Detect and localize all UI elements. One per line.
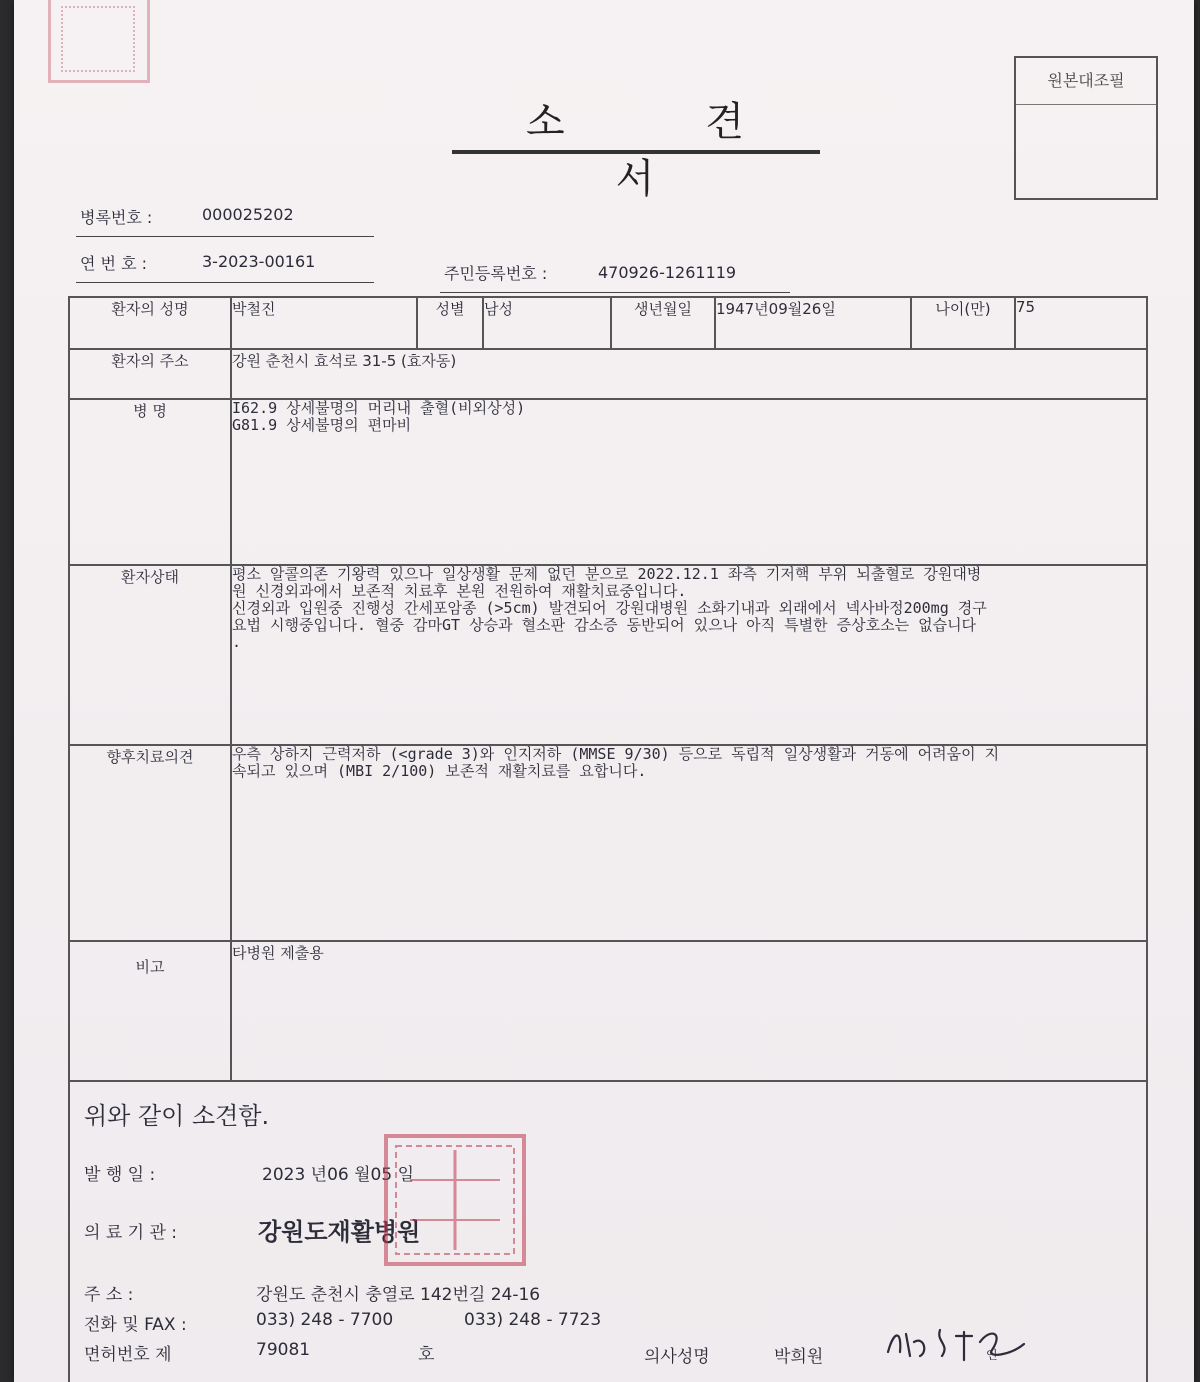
opinion-table [68,296,1148,1082]
license-no: 79081 [256,1340,311,1360]
plan-line-2: 속되고 있으며 (MBI 2/100) 보존적 재활치료를 요합니다. [232,762,647,780]
status-line-5: . [232,633,242,651]
doctor-name: 박희원 [774,1347,824,1367]
issue-label: 발 행 일 : [84,1165,156,1185]
sex-label: 성별 [417,297,483,349]
patient-name: 박철진 [231,297,417,349]
hospital-address: 강원도 춘천시 충열로 142번길 24-16 [256,1285,541,1305]
record-no-label: 병록번호 : [80,208,153,227]
plan-cell [231,745,1147,941]
diagnosis-line-1: I62.9 상세불명의 머리내 출혈(비외상성) [232,399,526,417]
tel-number: 033) 248 - 7700 [256,1310,394,1330]
seal-mark: 인 [986,1348,998,1362]
address-label: 환자의 주소 [69,349,231,399]
status-cell [231,565,1147,745]
institution-label: 의 료 기 관 : [84,1223,178,1243]
addr-label: 주 소 : [84,1285,134,1305]
patient-sex: 남성 [483,297,611,349]
serial-label: 연 번 호 : [80,254,148,273]
title-underline [452,150,820,154]
patient-address: 강원 춘천시 효석로 31-5 (효자동) [231,349,1147,399]
status-line-4: 요법 시행중입니다. 혈중 감마GT 상승과 혈소판 감소증 동반되어 있으나 아직 특별한 증상호소는 없습니다 [232,616,977,634]
institution-name: 강원도재활병원 [258,1218,421,1246]
diagnosis-label: 병 명 [69,399,231,565]
remark-label: 비고 [69,941,231,1081]
doctor-label: 의사성명 [644,1347,710,1367]
serial-no: 3-2023-00161 [202,252,316,271]
plan-line-1: 우측 상하지 근력저하 (<grade 3)와 인지저하 (MMSE 9/30) 등으로 독립적 일상생활과 거동에 어려움이 지 [232,745,1000,763]
red-seal-stamp-top [48,0,150,83]
age-label: 나이(만) [911,297,1015,349]
status-line-3: 신경외과 입원중 진행성 간세포암종 (>5cm) 발견되어 강원대병원 소화기내과 외래에서 넥사바정200mg 경구 [232,599,987,617]
patient-age: 75 [1015,297,1147,349]
dob-label: 생년월일 [611,297,715,349]
serial-underline [76,282,374,283]
original-verified-label: 원본대조필 [1016,58,1156,105]
record-no: 000025202 [202,205,294,224]
fax-number: 033) 248 - 7723 [464,1310,602,1330]
document-title: 소 견 서 [526,99,808,202]
status-line-2: 원 신경외과에서 보존적 치료후 본원 전원하여 재활치료중입니다. [232,582,687,600]
statement: 위와 같이 소견함. [84,1102,270,1130]
status-label: 환자상태 [69,565,231,745]
issue-date: 2023 년06 월05 일 [262,1165,415,1185]
original-verified-box [1014,56,1158,200]
remark-cell: 타병원 제출용 [231,941,1147,1081]
diagnosis-cell [231,399,1147,565]
diagnosis-line-2: G81.9 상세불명의 편마비 [232,416,412,434]
patient-dob: 1947년09월26일 [715,297,911,349]
red-seal-stamp [380,1130,530,1270]
record-no-underline [76,236,374,237]
license-label: 면허번호 제 [84,1345,172,1365]
status-line-1: 평소 알콜의존 기왕력 있으나 일상생활 문제 없던 분으로 2022.12.1 좌측 기저핵 부위 뇌출혈로 강원대병 [232,565,982,583]
name-label: 환자의 성명 [69,297,231,349]
rrn-label: 주민등록번호 : [444,264,548,283]
rrn: 470926-1261119 [598,263,737,282]
license-suffix: 호 [418,1345,435,1365]
plan-label: 향후치료의견 [69,745,231,941]
tel-label: 전화 및 FAX : [84,1315,187,1335]
doctor-signature [880,1322,1040,1366]
rrn-underline [440,292,790,293]
